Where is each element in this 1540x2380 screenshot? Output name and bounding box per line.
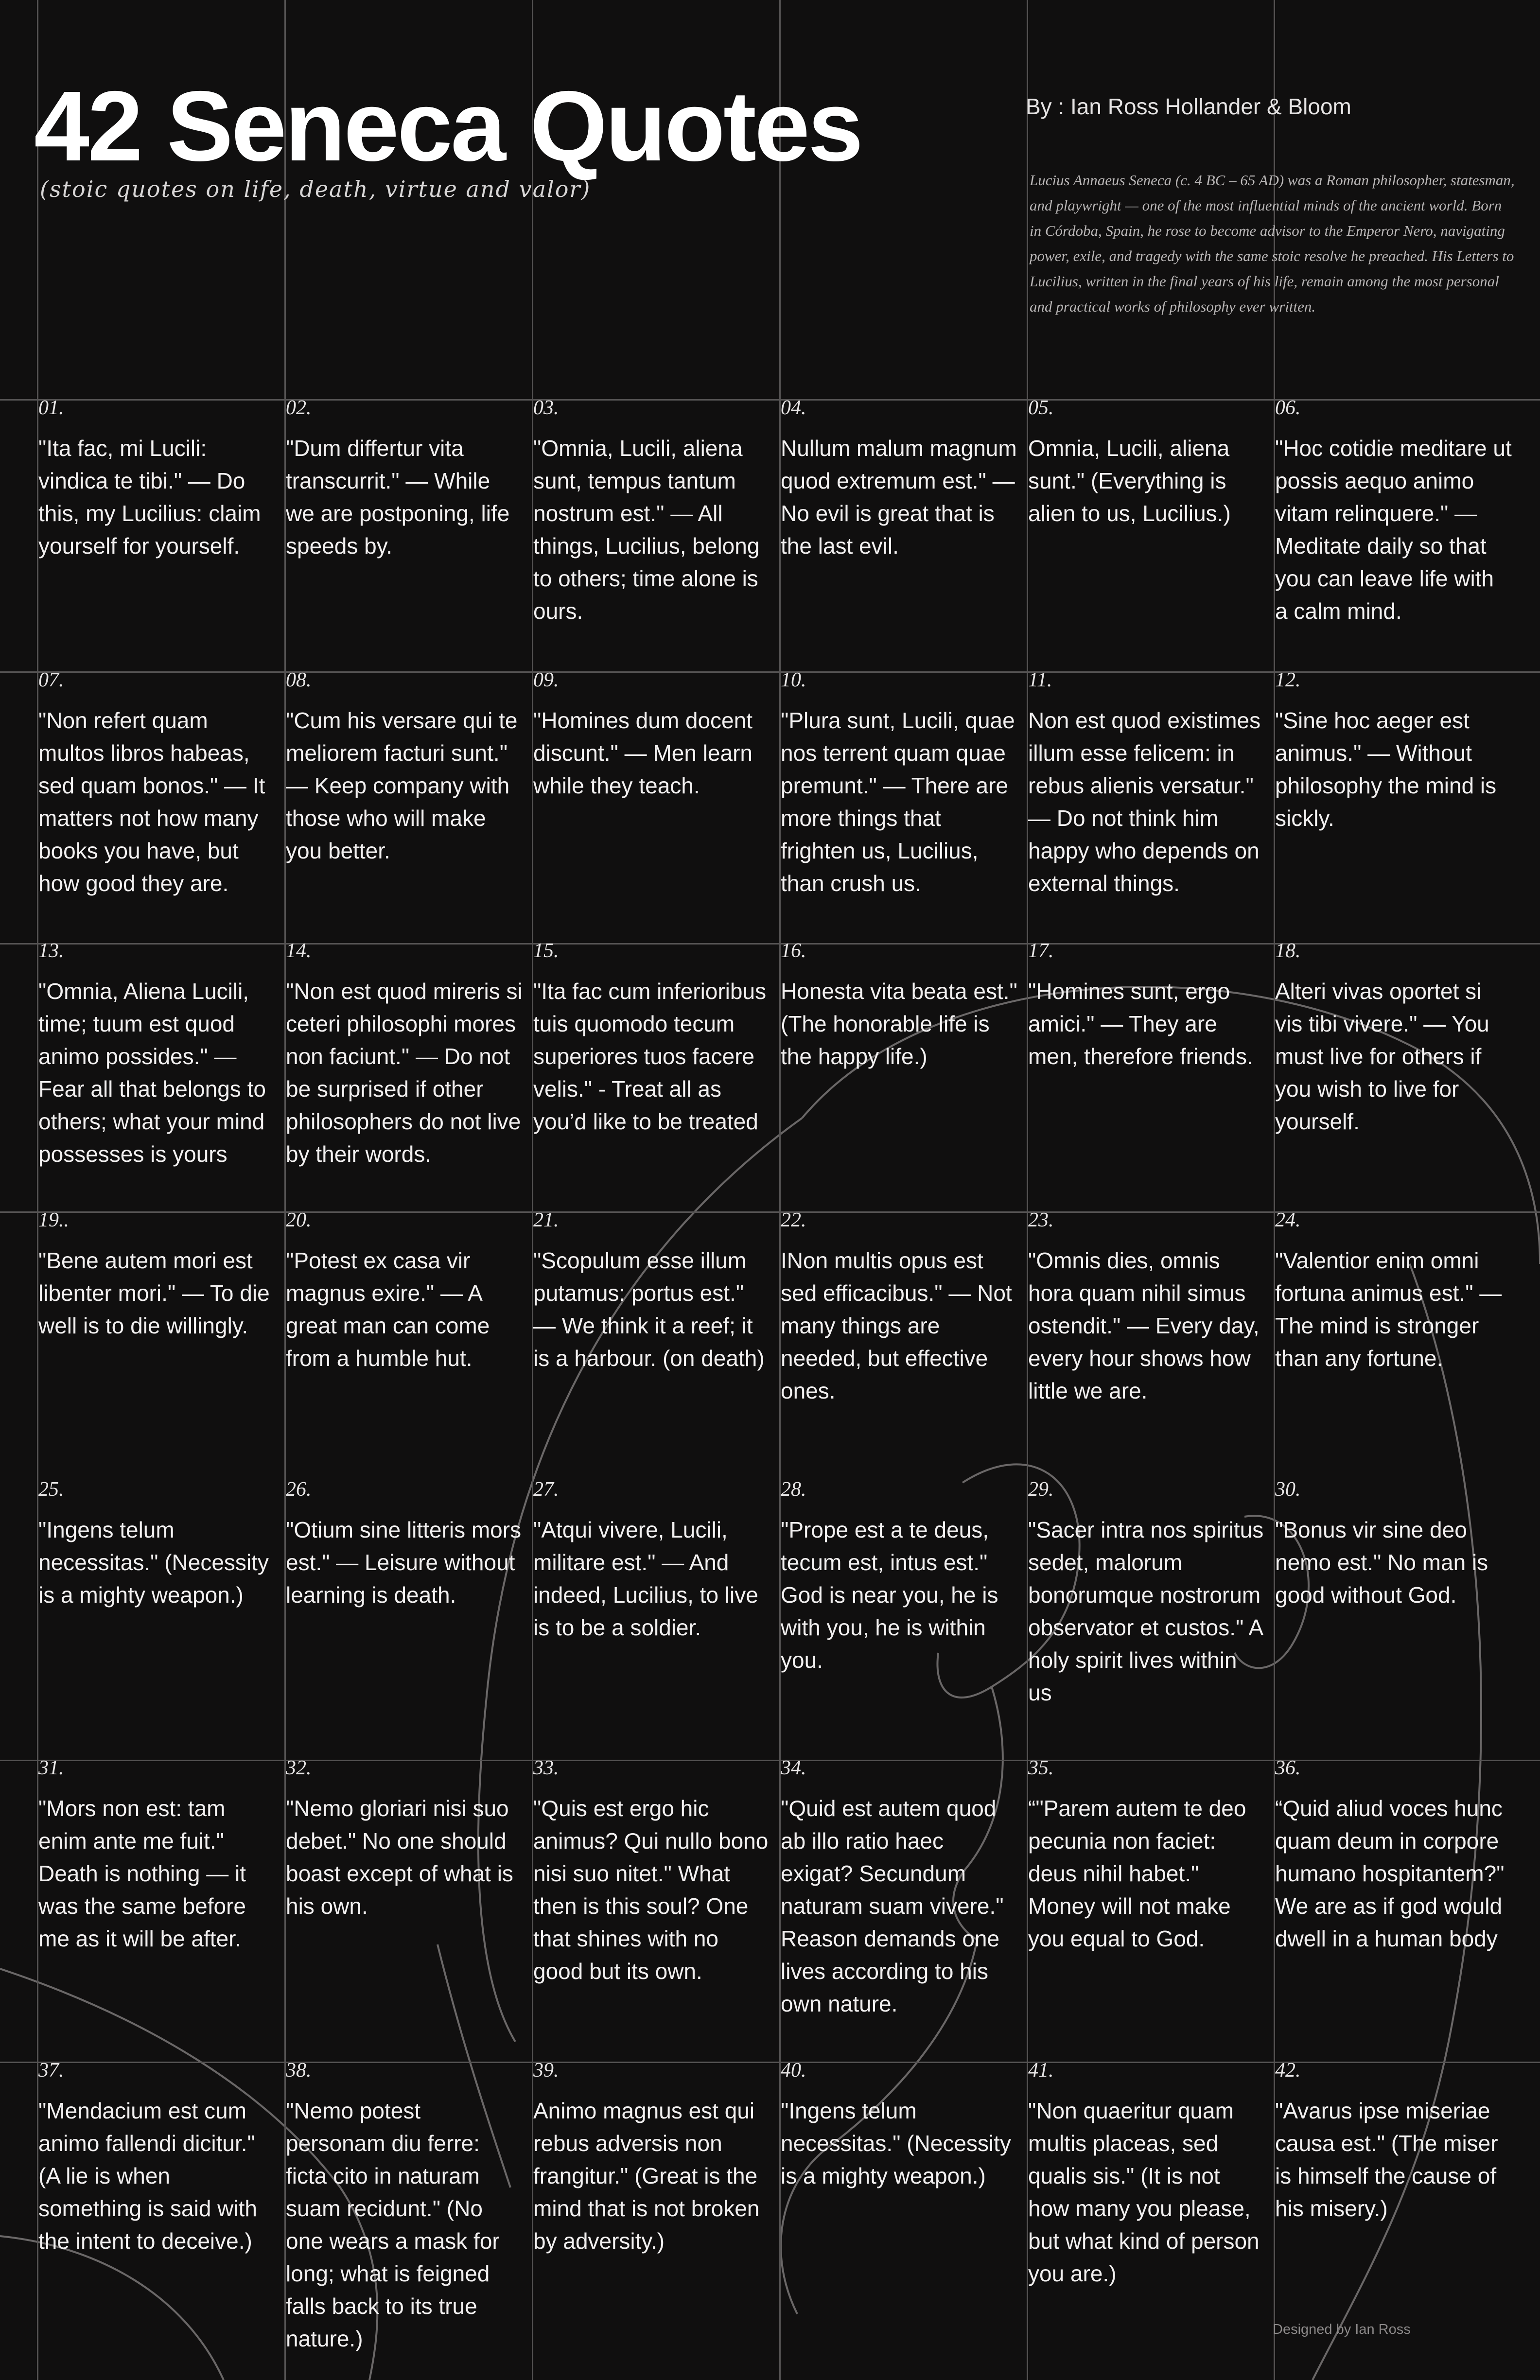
quote-cell: [1275, 668, 1512, 835]
quote-cell: [533, 2059, 770, 2258]
quote-text: "Omnia, Lucili, aliena sunt, tempus tantum nostrum est." — All things, Lucilius, belong to others; time alone is ours.: [533, 436, 760, 624]
quote-text: "Dum differtur vita transcurrit." — While we are postponing, life speeds by.: [286, 436, 510, 559]
quote-cell: [1275, 1208, 1512, 1375]
quote-number: 09.: [533, 669, 559, 691]
quote-cell: [781, 396, 1018, 562]
quote-text: "Quis est ergo hic animus? Qui nullo bono nisi suo nitet." What then is this soul? One that shines with no good but its own.: [533, 1796, 769, 1984]
quote-text: "Nemo gloriari nisi suo debet." No one should boast except of what is his own.: [286, 1796, 513, 1919]
quote-number: 23.: [1028, 1209, 1054, 1231]
quote-number: 17.: [1028, 940, 1054, 962]
quote-text: "Potest ex casa vir magnus exire." — A great man can come from a humble hut.: [286, 1248, 490, 1371]
quote-number: 05.: [1028, 397, 1054, 419]
quote-text: "Homines dum docent discunt." — Men learn while they teach.: [533, 708, 752, 798]
quote-cell: [533, 396, 770, 628]
quote-number: 24.: [1275, 1209, 1301, 1231]
quote-cell: [1028, 1478, 1265, 1709]
quote-cell: [38, 396, 276, 562]
quote-number: 41.: [1028, 2059, 1054, 2082]
quote-number: 20.: [286, 1209, 312, 1231]
quote-text: "Sacer intra nos spiritus sedet, malorum bonorumque nostrorum observator et custos." A holy spirit lives within us: [1028, 1517, 1264, 1705]
grid-column-line: [1274, 0, 1275, 2380]
quote-number: 34.: [781, 1757, 806, 1779]
quote-number: 31.: [38, 1757, 64, 1779]
quote-number: 12.: [1275, 669, 1301, 691]
quote-cell: [781, 1756, 1018, 2020]
quote-text: "Ita fac cum inferioribus tuis quomodo tecum superiores tuos facere velis." - Treat all as you’d like to be treated: [533, 979, 767, 1134]
quote-number: 13.: [38, 940, 64, 962]
grid-column-line: [532, 0, 533, 2380]
grid-column-line: [1027, 0, 1028, 2380]
quote-cell: [1028, 1208, 1265, 1407]
quote-text: "Non quaeritur quam multis placeas, sed qualis sis." (It is not how many you please, but what kind of person you are.): [1028, 2098, 1260, 2286]
grid-column-line: [37, 0, 38, 2380]
quote-number: 22.: [781, 1209, 806, 1231]
quote-cell: [781, 939, 1018, 1073]
quote-number: 19..: [38, 1209, 69, 1231]
quote-number: 42.: [1275, 2059, 1301, 2082]
quote-text: "Valentior enim omni fortuna animus est." — The mind is stronger than any fortune.: [1275, 1248, 1502, 1371]
quote-cell: [1275, 1478, 1512, 1611]
quote-text: "Bene autem mori est libenter mori." — To die well is to die willingly.: [38, 1248, 270, 1338]
quote-cell: [781, 668, 1018, 900]
quote-cell: [38, 2059, 276, 2258]
quote-text: "Plura sunt, Lucili, quae nos terrent quam quae premunt." — There are more things that frighten us, Lucilius, than crush us.: [781, 708, 1015, 896]
quote-text: "Prope est a te deus, tecum est, intus est." God is near you, he is with you, he is within you.: [781, 1517, 998, 1673]
quote-number: 39.: [533, 2059, 559, 2082]
quote-number: 03.: [533, 397, 559, 419]
quote-text: Honesta vita beata est." (The honorable life is the happy life.): [781, 979, 1017, 1069]
quote-cell: [286, 1478, 523, 1611]
quote-text: "Ingens telum necessitas." (Necessity is a mighty weapon.): [38, 1517, 269, 1608]
quote-number: 30.: [1275, 1478, 1301, 1501]
quote-text: "Otium sine litteris mors est." — Leisure without learning is death.: [286, 1517, 522, 1608]
quote-cell: [38, 1478, 276, 1611]
quote-number: 15.: [533, 940, 559, 962]
quote-cell: [533, 939, 770, 1138]
quote-cell: [1028, 1756, 1265, 1955]
quote-number: 14.: [286, 940, 312, 962]
quote-cell: [286, 1756, 523, 1923]
quote-number: 01.: [38, 397, 64, 419]
quote-cell: [38, 1208, 276, 1342]
bust-chest-outline: [0, 2236, 224, 2380]
quote-cell: [1275, 939, 1512, 1138]
page-title: 42 Seneca Quotes: [34, 70, 862, 182]
quote-number: 04.: [781, 397, 806, 419]
quote-text: "Omnis dies, omnis hora quam nihil simus ostendit." — Every day, every hour shows how little we are.: [1028, 1248, 1260, 1403]
quote-text: "Avarus ipse miseriae causa est." (The miser is himself the cause of his misery.): [1275, 2098, 1498, 2221]
quote-cell: [1028, 668, 1265, 900]
designer-credit: Designed by Ian Ross: [1273, 2322, 1411, 2337]
quote-cell: [38, 668, 276, 900]
grid-column-line: [779, 0, 781, 2380]
quote-number: 02.: [286, 397, 312, 419]
quote-cell: [533, 1756, 770, 1988]
quote-text: "Mendacium est cum animo fallendi dicitur." (A lie is when something is said with the intent to deceive.): [38, 2098, 257, 2254]
quote-text: "Mors non est: tam enim ante me fuit." Death is nothing — it was the same before me as it will be after.: [38, 1796, 246, 1951]
quote-text: "Ingens telum necessitas." (Necessity is a mighty weapon.): [781, 2098, 1011, 2188]
quote-text: "Scopulum esse illum putamus: portus est." — We think it a reef; it is a harbour. (on death): [533, 1248, 765, 1371]
quote-cell: [38, 1756, 276, 1955]
quote-text: "Quid est autem quod ab illo ratio haec exigat? Secundum naturam suam vivere." Reason demands one lives according to his own nature.: [781, 1796, 1004, 2016]
quote-text: "Atqui vivere, Lucili, militare est." — And indeed, Lucilius, to live is to be a soldier.: [533, 1517, 758, 1640]
quote-text: “"Parem autem te deo pecunia non faciet: deus nihil habet." Money will not make you equal to God.: [1028, 1796, 1246, 1951]
quote-text: Nullum malum magnum quod extremum est." — No evil is great that is the last evil.: [781, 436, 1017, 559]
quote-number: 10.: [781, 669, 806, 691]
quote-text: "Ita fac, mi Lucili: vindica te tibi." — Do this, my Lucilius: claim yourself for yourself.: [38, 436, 261, 559]
quote-cell: [1275, 1756, 1512, 1955]
quote-text: "Bonus vir sine deo nemo est." No man is good without God.: [1275, 1517, 1488, 1608]
quote-cell: [533, 1478, 770, 1644]
quote-text: "Hoc cotidie meditare ut possis aequo animo vitam relinquere." — Meditate daily so that you can leave life with a calm mind.: [1275, 436, 1512, 624]
quote-cell: [286, 939, 523, 1171]
quote-number: 28.: [781, 1478, 806, 1501]
quote-text: "Nemo potest personam diu ferre: ficta cito in naturam suam recidunt." (No one wears a mask for long; what is feigned falls back to its true nature.): [286, 2098, 500, 2351]
quote-number: 29.: [1028, 1478, 1054, 1501]
quote-number: 27.: [533, 1478, 559, 1501]
quote-number: 21.: [533, 1209, 559, 1231]
quote-cell: [533, 1208, 770, 1375]
grid-column-line: [284, 0, 286, 2380]
quote-text: Alteri vivas oportet si vis tibi vivere." — You must live for others if you wish to live for yourself.: [1275, 979, 1489, 1134]
quote-text: "Non refert quam multos libros habeas, sed quam bonos." — It matters not how many books you have, but how good they are.: [38, 708, 265, 896]
quote-text: “Quid aliud voces hunc quam deum in corpore humano hospitantem?" We are as if god would dwell in a human body: [1275, 1796, 1505, 1951]
quote-cell: [781, 1208, 1018, 1407]
seneca-biography: Lucius Annaeus Seneca (c. 4 BC – 65 AD) was a Roman philosopher, statesman, and playwright — one of the most influential minds of the ancient world. Born in Córdoba, Spain, he rose to become advisor to the Emperor Nero, navigating power, exile, and tragedy with the same stoic resolve he preached. His Letters to Lucilius, written in the final years of his life, remain among the most personal and practical works of philosophy ever written.: [1030, 172, 1515, 315]
quote-cell: [1275, 2059, 1512, 2225]
quote-text: "Sine hoc aeger est animus." — Without philosophy the mind is sickly.: [1275, 708, 1497, 831]
quote-cell: [781, 1478, 1018, 1677]
quote-number: 25.: [38, 1478, 64, 1501]
quote-cell: [1028, 396, 1265, 530]
quote-number: 18.: [1275, 940, 1301, 962]
quote-text: Animo magnus est qui rebus adversis non frangitur." (Great is the mind that is not broken by adversity.): [533, 2098, 760, 2254]
quote-text: INon multis opus est sed efficacibus." — Not many things are needed, but effective ones.: [781, 1248, 1012, 1403]
quote-cell: [38, 939, 276, 1171]
quote-number: 11.: [1028, 669, 1052, 691]
quote-number: 40.: [781, 2059, 806, 2082]
quote-number: 16.: [781, 940, 806, 962]
quote-cell: [286, 396, 523, 562]
quote-cell: [533, 668, 770, 802]
quote-cell: [781, 2059, 1018, 2192]
quote-cell: [286, 668, 523, 867]
quote-number: 07.: [38, 669, 64, 691]
quote-cell: [1275, 396, 1512, 628]
quote-number: 33.: [533, 1757, 559, 1779]
quote-number: 08.: [286, 669, 312, 691]
page-subtitle: (stoic quotes on life, death, virtue and valor): [40, 176, 591, 202]
quote-number: 06.: [1275, 397, 1301, 419]
quote-text: Omnia, Lucili, aliena sunt." (Everything is alien to us, Lucilius.): [1028, 436, 1231, 526]
quote-cell: [286, 2059, 523, 2355]
quote-text: "Cum his versare qui te meliorem facturi sunt." — Keep company with those who will make you better.: [286, 708, 518, 863]
quote-number: 32.: [286, 1757, 312, 1779]
quote-text: Non est quod existimes illum esse felicem: in rebus alienis versatur." — Do not think him happy who depends on external things.: [1028, 708, 1261, 896]
quote-number: 37.: [38, 2059, 64, 2082]
quote-number: 36.: [1275, 1757, 1301, 1779]
quote-cell: [286, 1208, 523, 1375]
quote-number: 35.: [1028, 1757, 1054, 1779]
author-byline: By : Ian Ross Hollander & Bloom: [1026, 94, 1351, 119]
quote-text: "Homines sunt, ergo amici." — They are men, therefore friends.: [1028, 979, 1253, 1069]
quote-cell: [1028, 939, 1265, 1073]
quote-text: "Non est quod mireris si ceteri philosophi mores non faciunt." — Do not be surprised if other philosophers do not live by their words.: [286, 979, 523, 1167]
quote-number: 38.: [286, 2059, 312, 2082]
quote-cell: [1028, 2059, 1265, 2290]
quote-text: "Omnia, Aliena Lucili, time; tuum est quod animo possides." — Fear all that belongs to others; what your mind possesses is yours: [38, 979, 266, 1167]
quote-number: 26.: [286, 1478, 312, 1501]
